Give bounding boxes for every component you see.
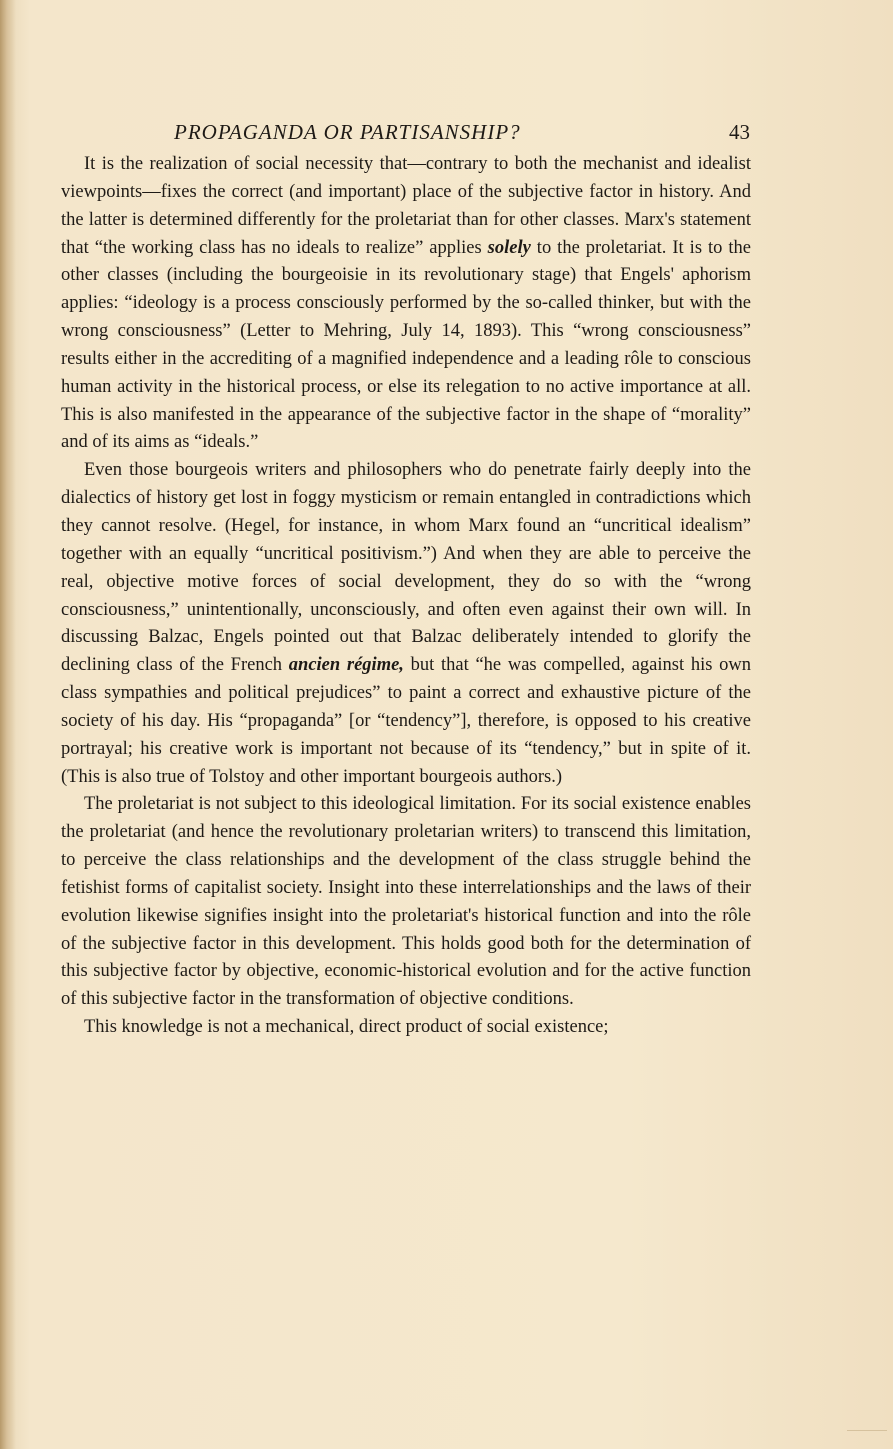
paragraph-2-text-a: Even those bourgeois writers and philosophers who do penetrate fairly deeply into the dialectics of history get lost in foggy mysticism or remain entangled in contradictions which they cannot resolve. (Hegel, for instance, in whom Marx found an “uncritical idealism” together with an equally “uncritical positivism.”) And when they are able to perceive the real, objective motive forces of social development, they do so with the “wrong consciousness,” unintentionally, unconsciously, and often even against their own will. In discussing Balzac, Engels pointed out that Balzac deliberately intended to glorify the declining class of the French xyxy=(61,460,751,676)
paragraph-4 xyxy=(61,1014,751,1042)
page-corner-crease xyxy=(847,1390,887,1431)
paragraph-1-text-a: It is the realization of social necessity that—contrary to both the mechanist and idealist viewpoints—fixes the correct (and important) place of the subjective factor in history. And the latter is determined differently for the proletariat than for other classes. Marx's statement that “the working class has no ideals to realize” applies xyxy=(61,154,751,258)
page-header xyxy=(60,117,750,147)
paragraph-1-text-b: to the proletariat. It is to the other classes (including the bourgeoisie in its revolutionary stage) that Engels' aphorism applies: “ideology is a process consciously performed by the so-called thinker, but with the wrong consciousness” (Letter to Mehring, July 14, 1893). This “wrong consciousness” results either in the accrediting of a magnified independence and a leading rôle to conscious human activity in the historical process, or else its relegation to no active importance at all. This is also manifested in the appearance of the subjective factor in the shape of “morality” and of its aims as “ideals.” xyxy=(61,237,751,453)
paragraph-3 xyxy=(61,791,751,1014)
paragraph-2 xyxy=(61,457,751,791)
paragraph-4-text: This knowledge is not a mechanical, direct product of social existence; xyxy=(84,1017,609,1038)
paragraph-2-text-b: but that “he was compelled, against his own class sympathies and political prejudices” to paint a correct and exhaustive picture of the society of his day. His “propaganda” [or “tendency”], therefore, is opposed to his creative portrayal; his creative work is important not because of its “tendency,” but in spite of it. (This is also true of Tolstoy and other important bourgeois authors.) xyxy=(61,655,752,787)
paragraph-1 xyxy=(61,151,751,457)
page-spine-shadow xyxy=(0,0,16,1449)
paragraph-3-text: The proletariat is not subject to this ideological limitation. For its social existence enables the proletariat (and hence the revolutionary proletarian writers) to transcend this limitation, to perceive the class relationships and the development of the class struggle behind the fetishist forms of capitalist society. Insight into these interrelationships and the laws of their evolution likewise signifies insight into the proletariat's historical function and into the rôle of the subjective factor in this development. This holds good both for the determination of this subjective factor by objective, economic-historical evolution and for the active function of this subjective factor in the transformation of objective conditions. xyxy=(61,794,751,1010)
running-title: PROPAGANDA OR PARTISANSHIP? xyxy=(174,120,521,144)
emphasis-solely: solely xyxy=(487,237,531,258)
emphasis-ancien-regime: ancien régime, xyxy=(288,655,404,676)
page-number: 43 xyxy=(729,120,750,144)
body-text xyxy=(61,151,751,1042)
